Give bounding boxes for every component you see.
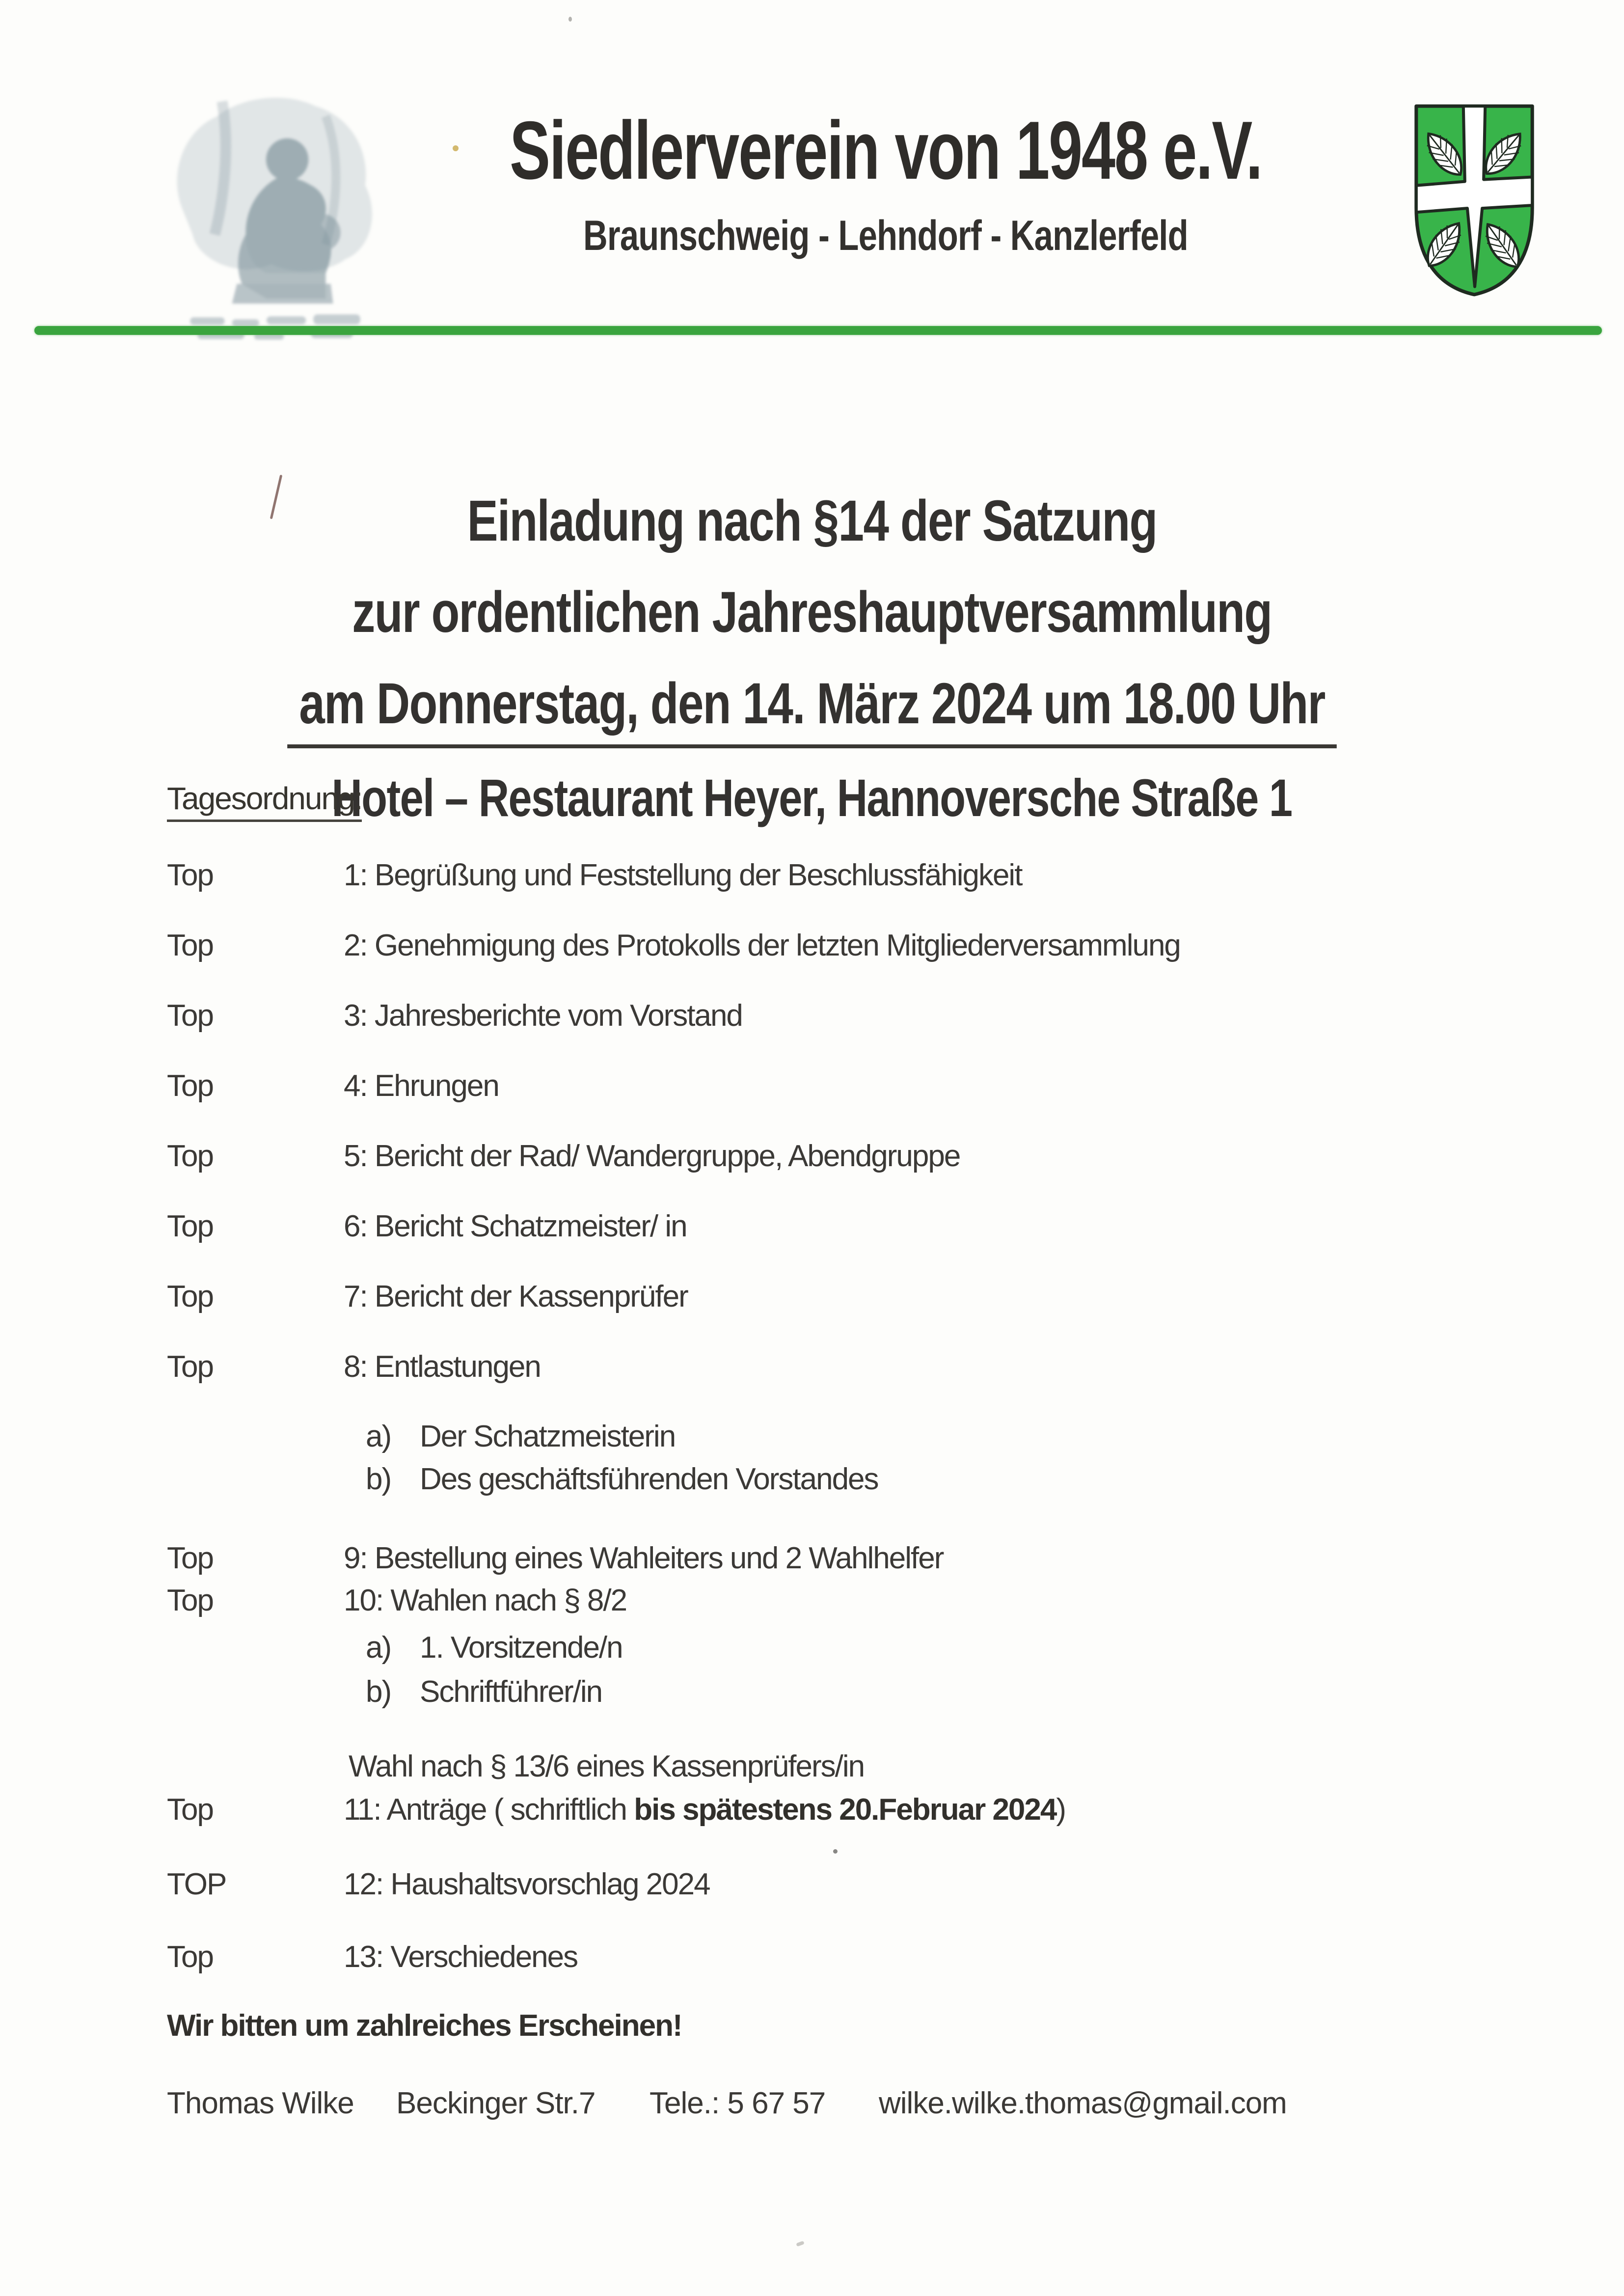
scan-speck <box>453 145 459 151</box>
invitation-line-2: zur ordentlichen Jahreshauptversammlung <box>352 580 1272 645</box>
agenda-row-top10 <box>167 1583 1536 1618</box>
coat-of-arms-icon <box>1412 101 1537 300</box>
invitation-line-1: Einladung nach §14 der Satzung <box>467 489 1157 553</box>
contact-footer <box>167 2086 1526 2130</box>
subitem-marker: b) <box>366 1462 391 1496</box>
contact-address: Beckinger Str.7 <box>396 2086 595 2120</box>
subitem-marker: a) <box>366 1631 391 1665</box>
top-label: Top <box>167 1541 213 1575</box>
agenda-subitem-10a <box>366 1630 1536 1666</box>
top-label: Top <box>167 1793 213 1827</box>
agenda-interjection: Wahl nach § 13/6 eines Kassenprüfers/in <box>349 1749 865 1783</box>
agenda-row-top8 <box>167 1349 1536 1385</box>
item-text: 4: Ehrungen <box>344 1069 499 1103</box>
top-label: Top <box>167 1940 213 1974</box>
subitem-text: Des geschäftsführenden Vorstandes <box>420 1462 878 1496</box>
item-text: 6: Bericht Schatzmeister/ in <box>344 1209 687 1243</box>
agenda-row-top2 <box>167 928 1536 963</box>
item-text: 7: Bericht der Kassenprüfer <box>344 1280 688 1313</box>
item-text: 9: Bestellung eines Wahleiters und 2 Wahlhelfer <box>344 1541 944 1575</box>
item-text: 8: Entlastungen <box>344 1350 541 1384</box>
top-label: Top <box>167 858 213 892</box>
invitation-line-4: Hotel – Restaurant Heyer, Hannoversche Straße 1 <box>331 768 1292 827</box>
item-text: 5: Bericht der Rad/ Wandergruppe, Abendgruppe <box>344 1139 960 1173</box>
item-text: 11: Anträge ( schriftlich bis spätestens 20.Februar 2024) <box>344 1793 1066 1827</box>
top-label: Top <box>167 1350 213 1384</box>
scan-speck <box>796 2241 804 2246</box>
agenda-subitem-8a <box>366 1419 1536 1454</box>
agenda-row-top9 <box>167 1540 1536 1576</box>
agenda-heading: Tagesordnung: <box>167 781 1536 822</box>
item-text: 1: Begrüßung und Feststellung der Beschlussfähigkeit <box>344 858 1022 892</box>
agenda-row-top12 <box>167 1866 1536 1902</box>
closing-line: Wir bitten um zahlreiches Erscheinen! <box>167 2009 682 2043</box>
agenda-row-top3 <box>167 998 1536 1034</box>
agenda-row-top4 <box>167 1068 1536 1104</box>
contact-phone: Tele.: 5 67 57 <box>650 2086 826 2120</box>
invitation-line-3: am Donnerstag, den 14. März 2024 um 18.00 Uhr <box>0 670 1624 755</box>
club-subtitle: Braunschweig - Lehndorf - Kanzlerfeld <box>583 212 1188 259</box>
item-text: 10: Wahlen nach § 8/2 <box>344 1584 627 1617</box>
contact-name: Thomas Wilke <box>167 2086 354 2120</box>
subitem-marker: a) <box>366 1420 391 1453</box>
agenda-row-top13 <box>167 1939 1536 1975</box>
divider-rule <box>34 326 1602 335</box>
club-title: Siedlerverein von 1948 e.V. <box>510 104 1262 196</box>
item-text: 3: Jahresberichte vom Vorstand <box>344 999 742 1033</box>
top-label: Top <box>167 1069 213 1103</box>
top-label: Top <box>167 999 213 1033</box>
top-label: Top <box>167 1584 213 1617</box>
agenda-row-top1 <box>167 857 1536 893</box>
agenda-row-top6 <box>167 1208 1536 1244</box>
subitem-text: 1. Vorsitzende/n <box>420 1631 623 1665</box>
subitem-text: Der Schatzmeisterin <box>420 1420 676 1453</box>
top-label: TOP <box>167 1867 226 1901</box>
item-text: 12: Haushaltsvorschlag 2024 <box>344 1867 710 1901</box>
subitem-text: Schriftführer/in <box>420 1675 602 1709</box>
agenda-subitem-8b <box>366 1461 1536 1497</box>
top-label: Top <box>167 1280 213 1313</box>
subitem-marker: b) <box>366 1675 391 1709</box>
top-label: Top <box>167 929 213 962</box>
contact-email: wilke.wilke.thomas@gmail.com <box>879 2086 1287 2120</box>
agenda <box>167 781 1536 2044</box>
top-label: Top <box>167 1209 213 1243</box>
top-label: Top <box>167 1139 213 1173</box>
agenda-row-top5 <box>167 1138 1536 1174</box>
item-text: 13: Verschiedenes <box>344 1940 578 1974</box>
agenda-row-top7 <box>167 1279 1536 1314</box>
agenda-row-top11 <box>167 1792 1536 1828</box>
scan-speck <box>568 17 572 22</box>
letterhead <box>344 103 1428 260</box>
agenda-subitem-10b <box>366 1674 1536 1710</box>
item-text: 2: Genehmigung des Protokolls der letzten Mitgliederversammlung <box>344 929 1180 962</box>
